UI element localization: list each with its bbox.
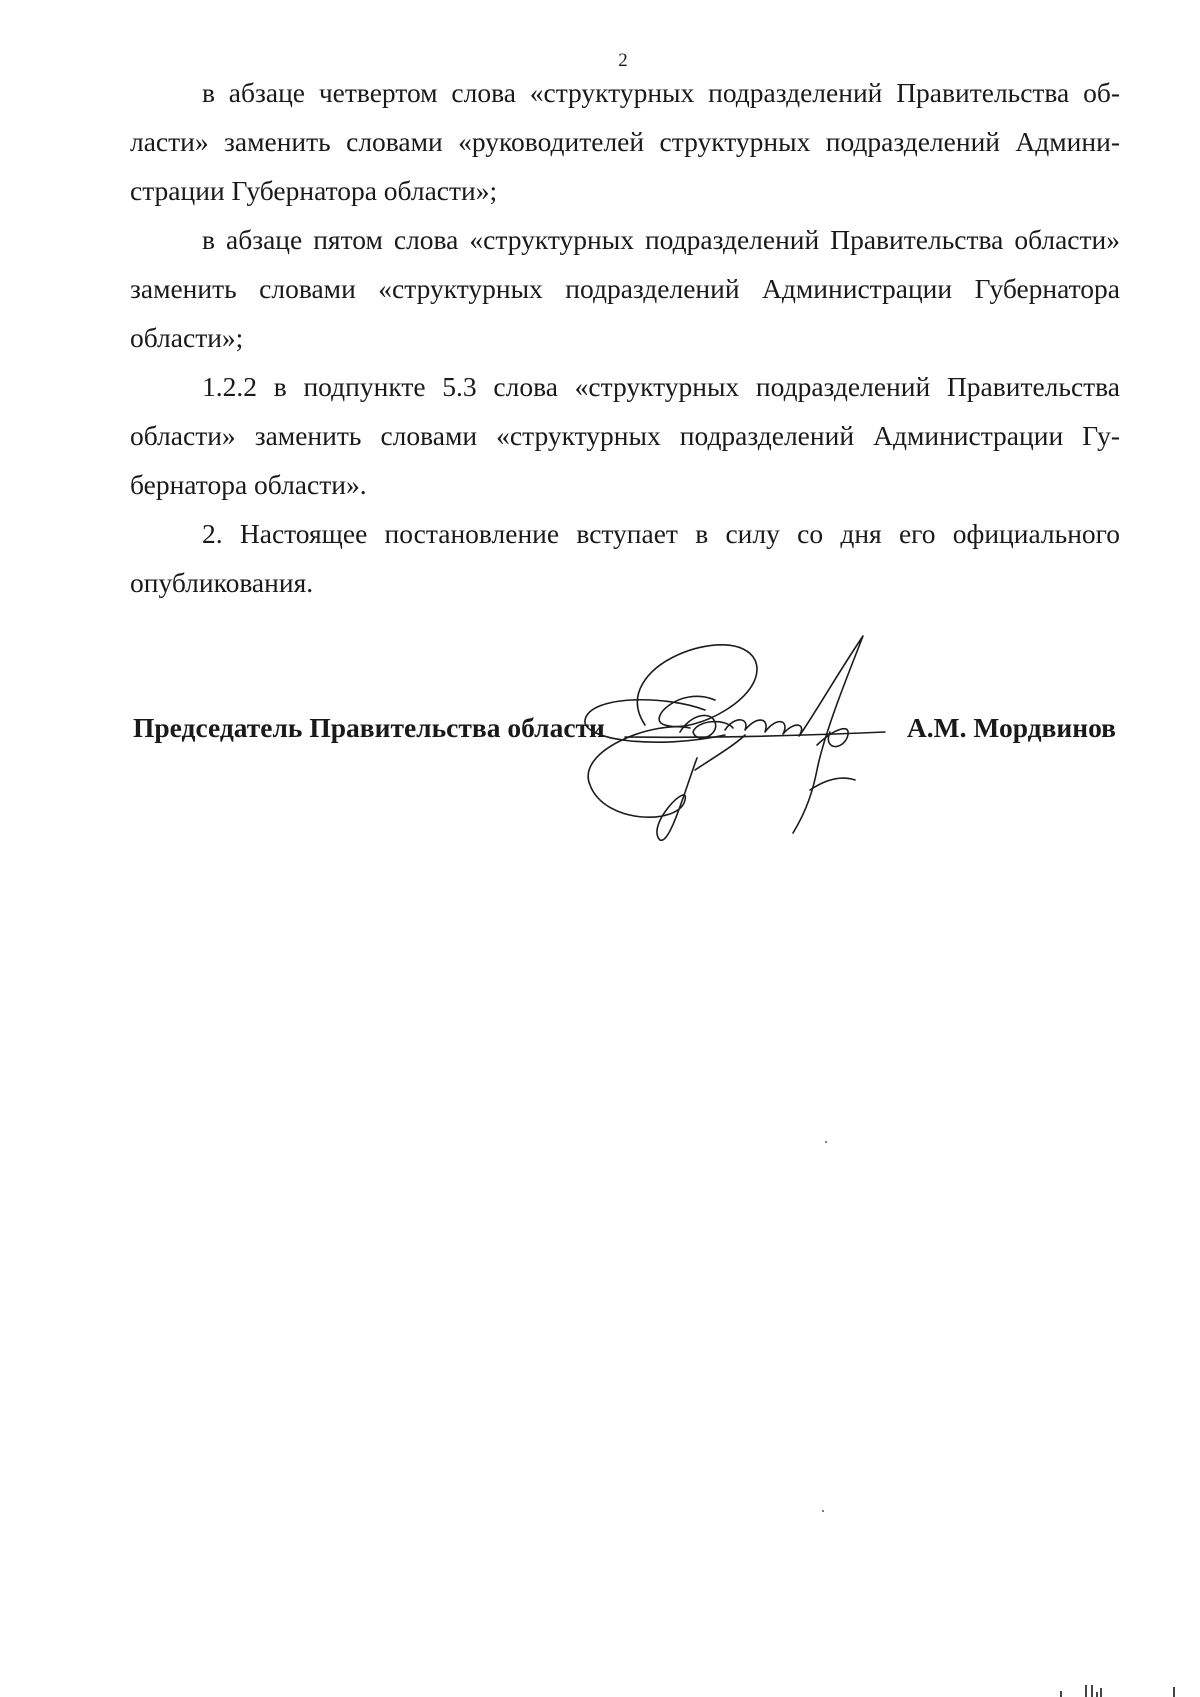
scan-dot: [822, 1510, 824, 1512]
scan-edge-marks: [1060, 1685, 1190, 1697]
scan-dot: [825, 1141, 827, 1143]
handwritten-signature: [585, 640, 945, 845]
paragraph-1: в абзаце четвертом слова «структурных подразделений Правительства области» заменить словами «руководителей структурных подразделений Администрации Губернатора области»;: [130, 77, 1120, 206]
paragraph-2: в абзаце пятом слова «структурных подразделений Правительства области» заменить словами «структурных подразделений Администрации Губернатора области»;: [130, 224, 1120, 353]
page-number: 2: [618, 50, 628, 71]
signatory-title: Председатель Правительства области: [133, 712, 605, 743]
paragraph-3: 1.2.2 в подпункте 5.3 слова «структурных подразделений Правительства области» заменить словами «структурных подразделений Администрации Губернатора области».: [130, 371, 1120, 500]
document-body: [130, 68, 1120, 607]
paragraph-4: 2. Настоящее постановление вступает в силу со дня его официального опубликования.: [130, 518, 1120, 598]
signatory-name: А.М. Мордвинов: [906, 712, 1116, 743]
